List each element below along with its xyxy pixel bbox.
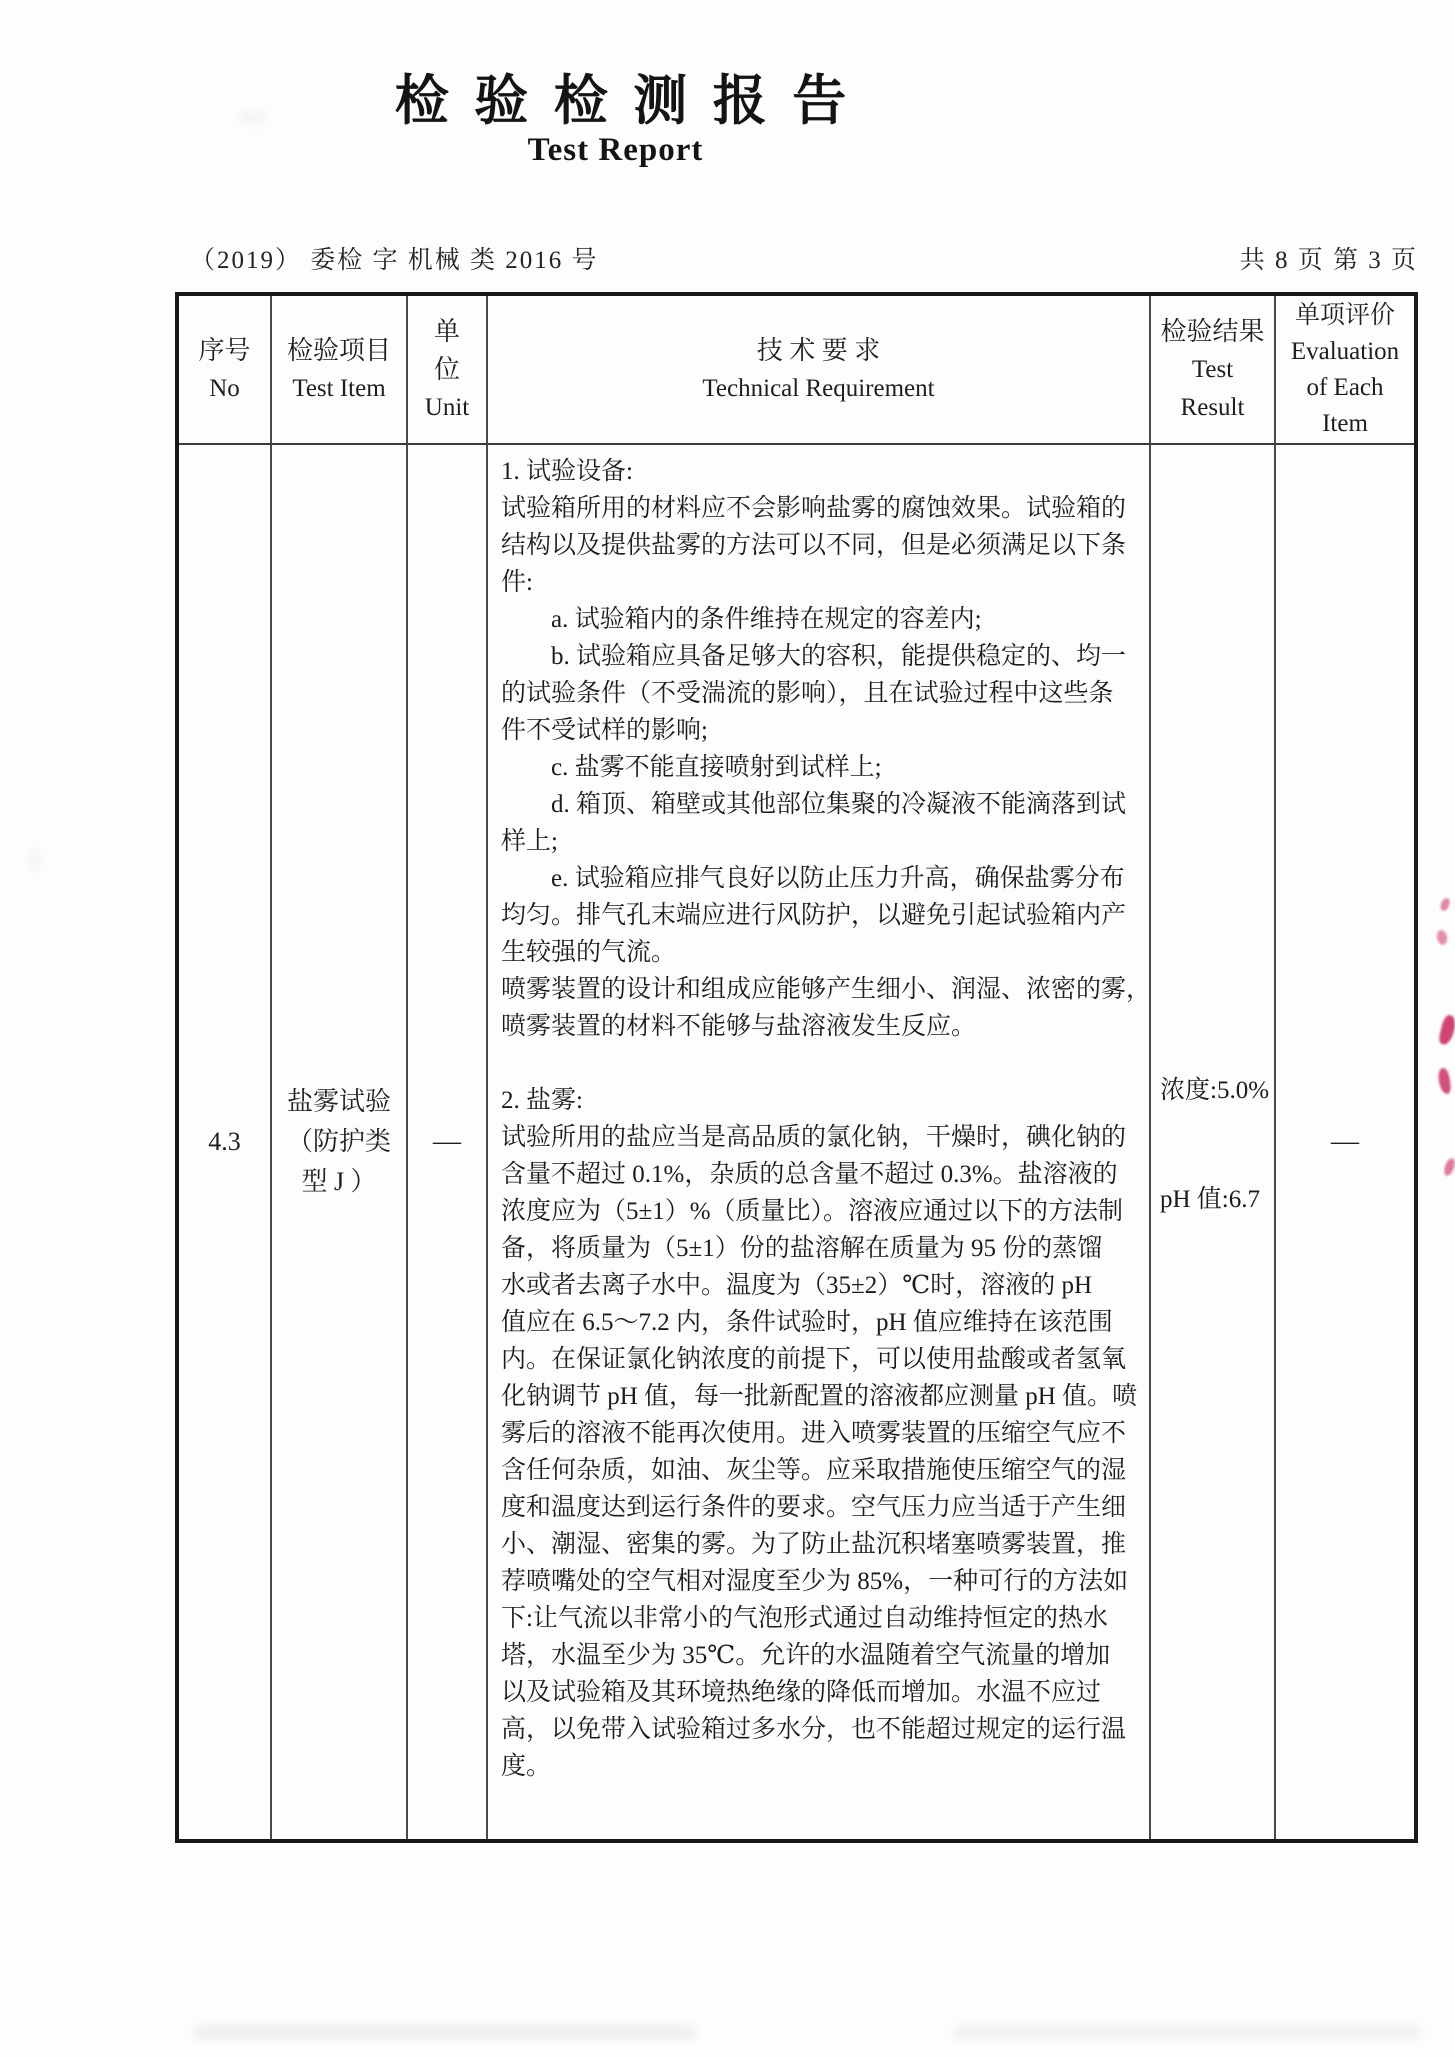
header-no-en: No	[209, 374, 240, 402]
stamp-fragment	[1436, 929, 1449, 946]
header-evaluation-zh: 单项评价	[1294, 301, 1395, 329]
requirement-line: 试验所用的盐应当是高品质的氯化钠，干燥时，碘化钠的	[501, 1124, 1127, 1151]
header-unit	[408, 296, 488, 445]
requirement-line: 2. 盐雾:	[501, 1087, 583, 1114]
requirement-line: e. 试验箱应排气良好以防止压力升高，确保盐雾分布	[501, 865, 1125, 892]
row-evaluation-dash: —	[1331, 1126, 1359, 1157]
row-no-cell	[179, 445, 272, 1839]
header-technical-requirement-zh: 技 术 要 求	[756, 335, 881, 365]
requirement-line: a. 试验箱内的条件维持在规定的容差内;	[501, 606, 982, 633]
requirement-line: 的试验条件（不受湍流的影响），且在试验过程中这些条	[501, 680, 1114, 707]
report-meta-row	[190, 240, 1418, 276]
requirement-line: 化钠调节 pH 值，每一批新配置的溶液都应测量 pH 值。喷	[501, 1383, 1138, 1410]
requirement-line: c. 盐雾不能直接喷射到试样上;	[501, 754, 882, 781]
row-technical-requirement-cell	[488, 445, 1151, 1839]
result-ph: pH 值:6.7	[1160, 1186, 1261, 1213]
header-evaluation-en1: Evaluation	[1290, 337, 1400, 365]
result-concentration: 浓度:5.0%	[1160, 1077, 1270, 1104]
header-no	[179, 296, 272, 445]
row-test-result-cell	[1151, 445, 1276, 1839]
header-unit-en: Unit	[424, 393, 470, 421]
stamp-fragment	[1438, 1014, 1455, 1046]
requirement-line: 样上;	[501, 828, 558, 855]
requirement-line: 度。	[501, 1753, 552, 1780]
requirement-line: 含任何杂质，如油、灰尘等。应采取措施使压缩空气的湿	[501, 1457, 1127, 1484]
scan-smudge	[240, 112, 266, 124]
scan-bleedthrough	[195, 2026, 695, 2039]
scan-bleedthrough	[955, 2026, 1420, 2039]
test-report-table	[175, 292, 1418, 1843]
requirement-line: 水或者去离子水中。温度为（35±2）℃时，溶液的 pH	[501, 1272, 1092, 1299]
requirement-line: 值应在 6.5～7.2 内，条件试验时，pH 值应维持在该范围	[501, 1309, 1113, 1336]
header-test-result-zh: 检验结果	[1160, 316, 1265, 346]
header-test-item-en: Test Item	[292, 374, 386, 402]
requirement-line: 件不受试样的影响;	[501, 717, 708, 744]
requirement-line: 均匀。排气孔末端应进行风防护，以避免引起试验箱内产	[501, 902, 1127, 929]
header-test-item-zh: 检验项目	[286, 335, 391, 365]
stamp-fragment	[1439, 897, 1451, 912]
header-unit-zh2: 位	[433, 354, 460, 384]
row-test-item-line2: （防护类	[286, 1127, 391, 1156]
requirement-line: 度和温度达到运行条件的要求。空气压力应当适于产生细	[501, 1494, 1127, 1521]
header-unit-zh1: 单	[433, 316, 460, 346]
row-no-value: 4.3	[208, 1127, 241, 1156]
row-unit-cell	[408, 445, 488, 1839]
requirement-line: 小、潮湿、密集的雾。为了防止盐沉积堵塞喷雾装置，推	[501, 1531, 1127, 1558]
row-evaluation-cell	[1276, 445, 1414, 1839]
requirement-line: b. 试验箱应具备足够大的容积，能提供稳定的、均一	[501, 643, 1127, 670]
requirement-line: 以及试验箱及其环境热绝缘的降低而增加。水温不应过	[501, 1679, 1102, 1706]
requirement-line: 塔，水温至少为 35℃。允许的水温随着空气流量的增加	[501, 1642, 1111, 1669]
stamp-fragment	[1442, 1157, 1455, 1177]
report-subtitle: Test Report	[527, 132, 704, 168]
requirement-line: 生较强的气流。	[501, 939, 677, 966]
header-test-result-en1: Test	[1191, 355, 1234, 383]
row-test-item-line3: 型 J ）	[301, 1167, 377, 1196]
requirement-line: 雾后的溶液不能再次使用。进入喷雾装置的压缩空气应不	[501, 1420, 1127, 1447]
header-no-zh: 序号	[198, 335, 251, 365]
header-evaluation	[1276, 296, 1414, 445]
stamp-fragment	[1437, 1067, 1452, 1094]
requirement-line: 喷雾装置的材料不能够与盐溶液发生反应。	[501, 1013, 977, 1040]
requirement-line: 喷雾装置的设计和组成应能够产生细小、润湿、浓密的雾，	[501, 976, 1152, 1003]
header-test-result	[1151, 296, 1276, 445]
requirement-line: 高，以免带入试验箱过多水分，也不能超过规定的运行温	[501, 1716, 1127, 1743]
header-evaluation-en2: of Each	[1306, 373, 1384, 401]
requirement-line: 下:让气流以非常小的气泡形式通过自动维持恒定的热水	[501, 1605, 1108, 1632]
requirement-line: 含量不超过 0.1%，杂质的总含量不超过 0.3%。盐溶液的	[501, 1161, 1118, 1188]
requirement-line: 荐喷嘴处的空气相对湿度至少为 85%，一种可行的方法如	[501, 1568, 1129, 1595]
requirement-line: 结构以及提供盐雾的方法可以不同，但是必须满足以下条	[501, 532, 1127, 559]
report-number: （2019） 委检 字 机械 类 2016 号	[190, 247, 599, 274]
requirement-line: 备，将质量为（5±1）份的盐溶解在质量为 95 份的蒸馏	[501, 1235, 1103, 1262]
requirement-line: 试验箱所用的材料应不会影响盐雾的腐蚀效果。试验箱的	[501, 495, 1127, 522]
page-indicator: 共 8 页 第 3 页	[1239, 247, 1418, 274]
row-unit-dash: —	[433, 1126, 461, 1157]
requirement-line: 内。在保证氯化钠浓度的前提下，可以使用盐酸或者氢氧	[501, 1346, 1127, 1373]
report-title: 检 验 检 测 报 告	[394, 71, 853, 131]
row-test-item-cell	[272, 445, 408, 1839]
header-technical-requirement	[488, 296, 1151, 445]
requirement-line: 1. 试验设备:	[501, 458, 633, 485]
header-evaluation-en3: Item	[1322, 409, 1368, 437]
requirement-line: 件:	[501, 569, 533, 596]
requirement-line: d. 箱顶、箱壁或其他部位集聚的冷凝液不能滴落到试	[501, 791, 1127, 818]
requirement-line: 浓度应为（5±1）%（质量比）。溶液应通过以下的方法制	[501, 1198, 1124, 1225]
row-test-item-line1: 盐雾试验	[286, 1087, 391, 1116]
header-test-item	[272, 296, 408, 445]
header-technical-requirement-en: Technical Requirement	[702, 374, 935, 402]
scan-smudge	[28, 850, 42, 870]
header-test-result-en2: Result	[1180, 393, 1245, 421]
